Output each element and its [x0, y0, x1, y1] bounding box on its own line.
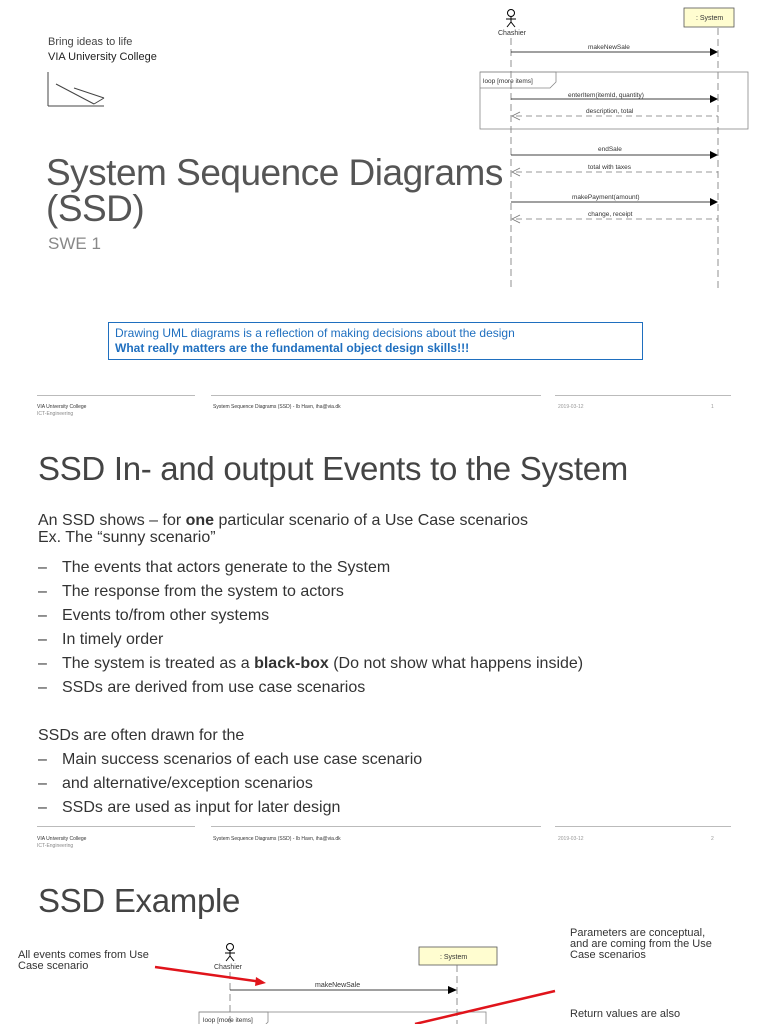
bullet-8: – and alternative/exception scenarios	[38, 775, 313, 792]
footer2-dept: ICT-Engineering	[37, 843, 74, 849]
red-arrow-left	[155, 967, 262, 982]
footer2-page: 2	[711, 836, 714, 842]
slide3-title: SSD Example	[38, 882, 241, 919]
footer-date: 2019-03-12	[558, 404, 584, 410]
actor-stick-figure-icon	[225, 944, 235, 962]
loop-label-2: loop [more items]	[203, 1017, 253, 1024]
footer2-date: 2019-03-12	[558, 836, 584, 842]
msg-makePayment: makePayment(amount)	[572, 194, 640, 201]
ret-change-receipt: change, receipt	[588, 211, 633, 218]
note-line-2: What really matters are the fundamental object design skills!!!	[115, 341, 470, 355]
actor-stick-figure-icon	[506, 10, 516, 28]
subtitle: SWE 1	[48, 234, 101, 253]
slide2-title: SSD In- and output Events to the System	[38, 450, 628, 487]
title-line-2: (SSD)	[46, 188, 145, 229]
tagline: Bring ideas to life	[48, 36, 133, 48]
loop-label: loop [more items]	[483, 78, 533, 85]
msg-endSale: endSale	[598, 146, 622, 153]
ret-total-taxes: total with taxes	[588, 164, 631, 171]
actor-label: Chashier	[498, 30, 527, 37]
ret-description-total: description, total	[586, 108, 634, 115]
bullet-9: – SSDs are used as input for later design	[38, 799, 341, 816]
bullet-1: – The events that actors generate to the System	[38, 559, 391, 576]
para-2: SSDs are often drawn for the	[38, 727, 245, 744]
slide-3	[0, 870, 768, 1024]
intro-line-2: Ex. The “sunny scenario”	[38, 529, 216, 546]
note-line-1: Drawing UML diagrams is a reflection of making decisions about the design	[115, 326, 515, 340]
bullet-6: – SSDs are derived from use case scenarios	[38, 679, 366, 696]
footer-mid: System Sequence Diagrams (SSD) - Ib Havn, iha@via.dk	[213, 404, 341, 410]
intro-line-1: An SSD shows – for one particular scenario of a Use Case scenarios	[38, 512, 528, 529]
slide-1	[0, 0, 768, 417]
system-label-2: : System	[440, 954, 468, 961]
ssd-diagram-2	[0, 870, 768, 1024]
footer-page: 1	[711, 404, 714, 410]
bullet-7: – Main success scenarios of each use case scenario	[38, 751, 423, 768]
bullet-2: – The response from the system to actors	[38, 583, 344, 600]
msg-makeNewSale: makeNewSale	[588, 44, 630, 51]
bullet-3: – Events to/from other systems	[38, 607, 270, 624]
bullet-4: – In timely order	[38, 631, 164, 648]
red-arrow-right	[415, 991, 555, 1024]
footer2-org: VIA University College	[37, 836, 87, 842]
slide-2	[0, 430, 768, 860]
msg-makeNewSale-2: makeNewSale	[315, 982, 361, 989]
note-box	[108, 322, 643, 360]
annotation-right-2: Return values are also	[570, 1008, 681, 1020]
bullet-5: – The system is treated as a black-box (Do not show what happens inside)	[38, 655, 584, 672]
org-name: VIA University College	[48, 51, 157, 63]
footer-org: VIA University College	[37, 404, 87, 410]
footer-dept: ICT-Engineering	[37, 411, 74, 417]
footer2-mid: System Sequence Diagrams (SSD) - Ib Havn, iha@via.dk	[213, 836, 341, 842]
via-logo-icon	[46, 70, 108, 110]
annotation-left: All events comes from Use Case scenario	[18, 949, 149, 972]
system-label: : System	[696, 15, 724, 22]
actor-label-2: Chashier	[214, 964, 243, 971]
ssd-diagram-1	[476, 4, 756, 294]
annotation-right-1: Parameters are conceptual, and are coming from the Use Case scenarios	[570, 927, 712, 961]
title-line-1: System Sequence Diagrams	[46, 152, 503, 193]
msg-enterItem: enterItem(itemId, quantity)	[568, 92, 644, 99]
